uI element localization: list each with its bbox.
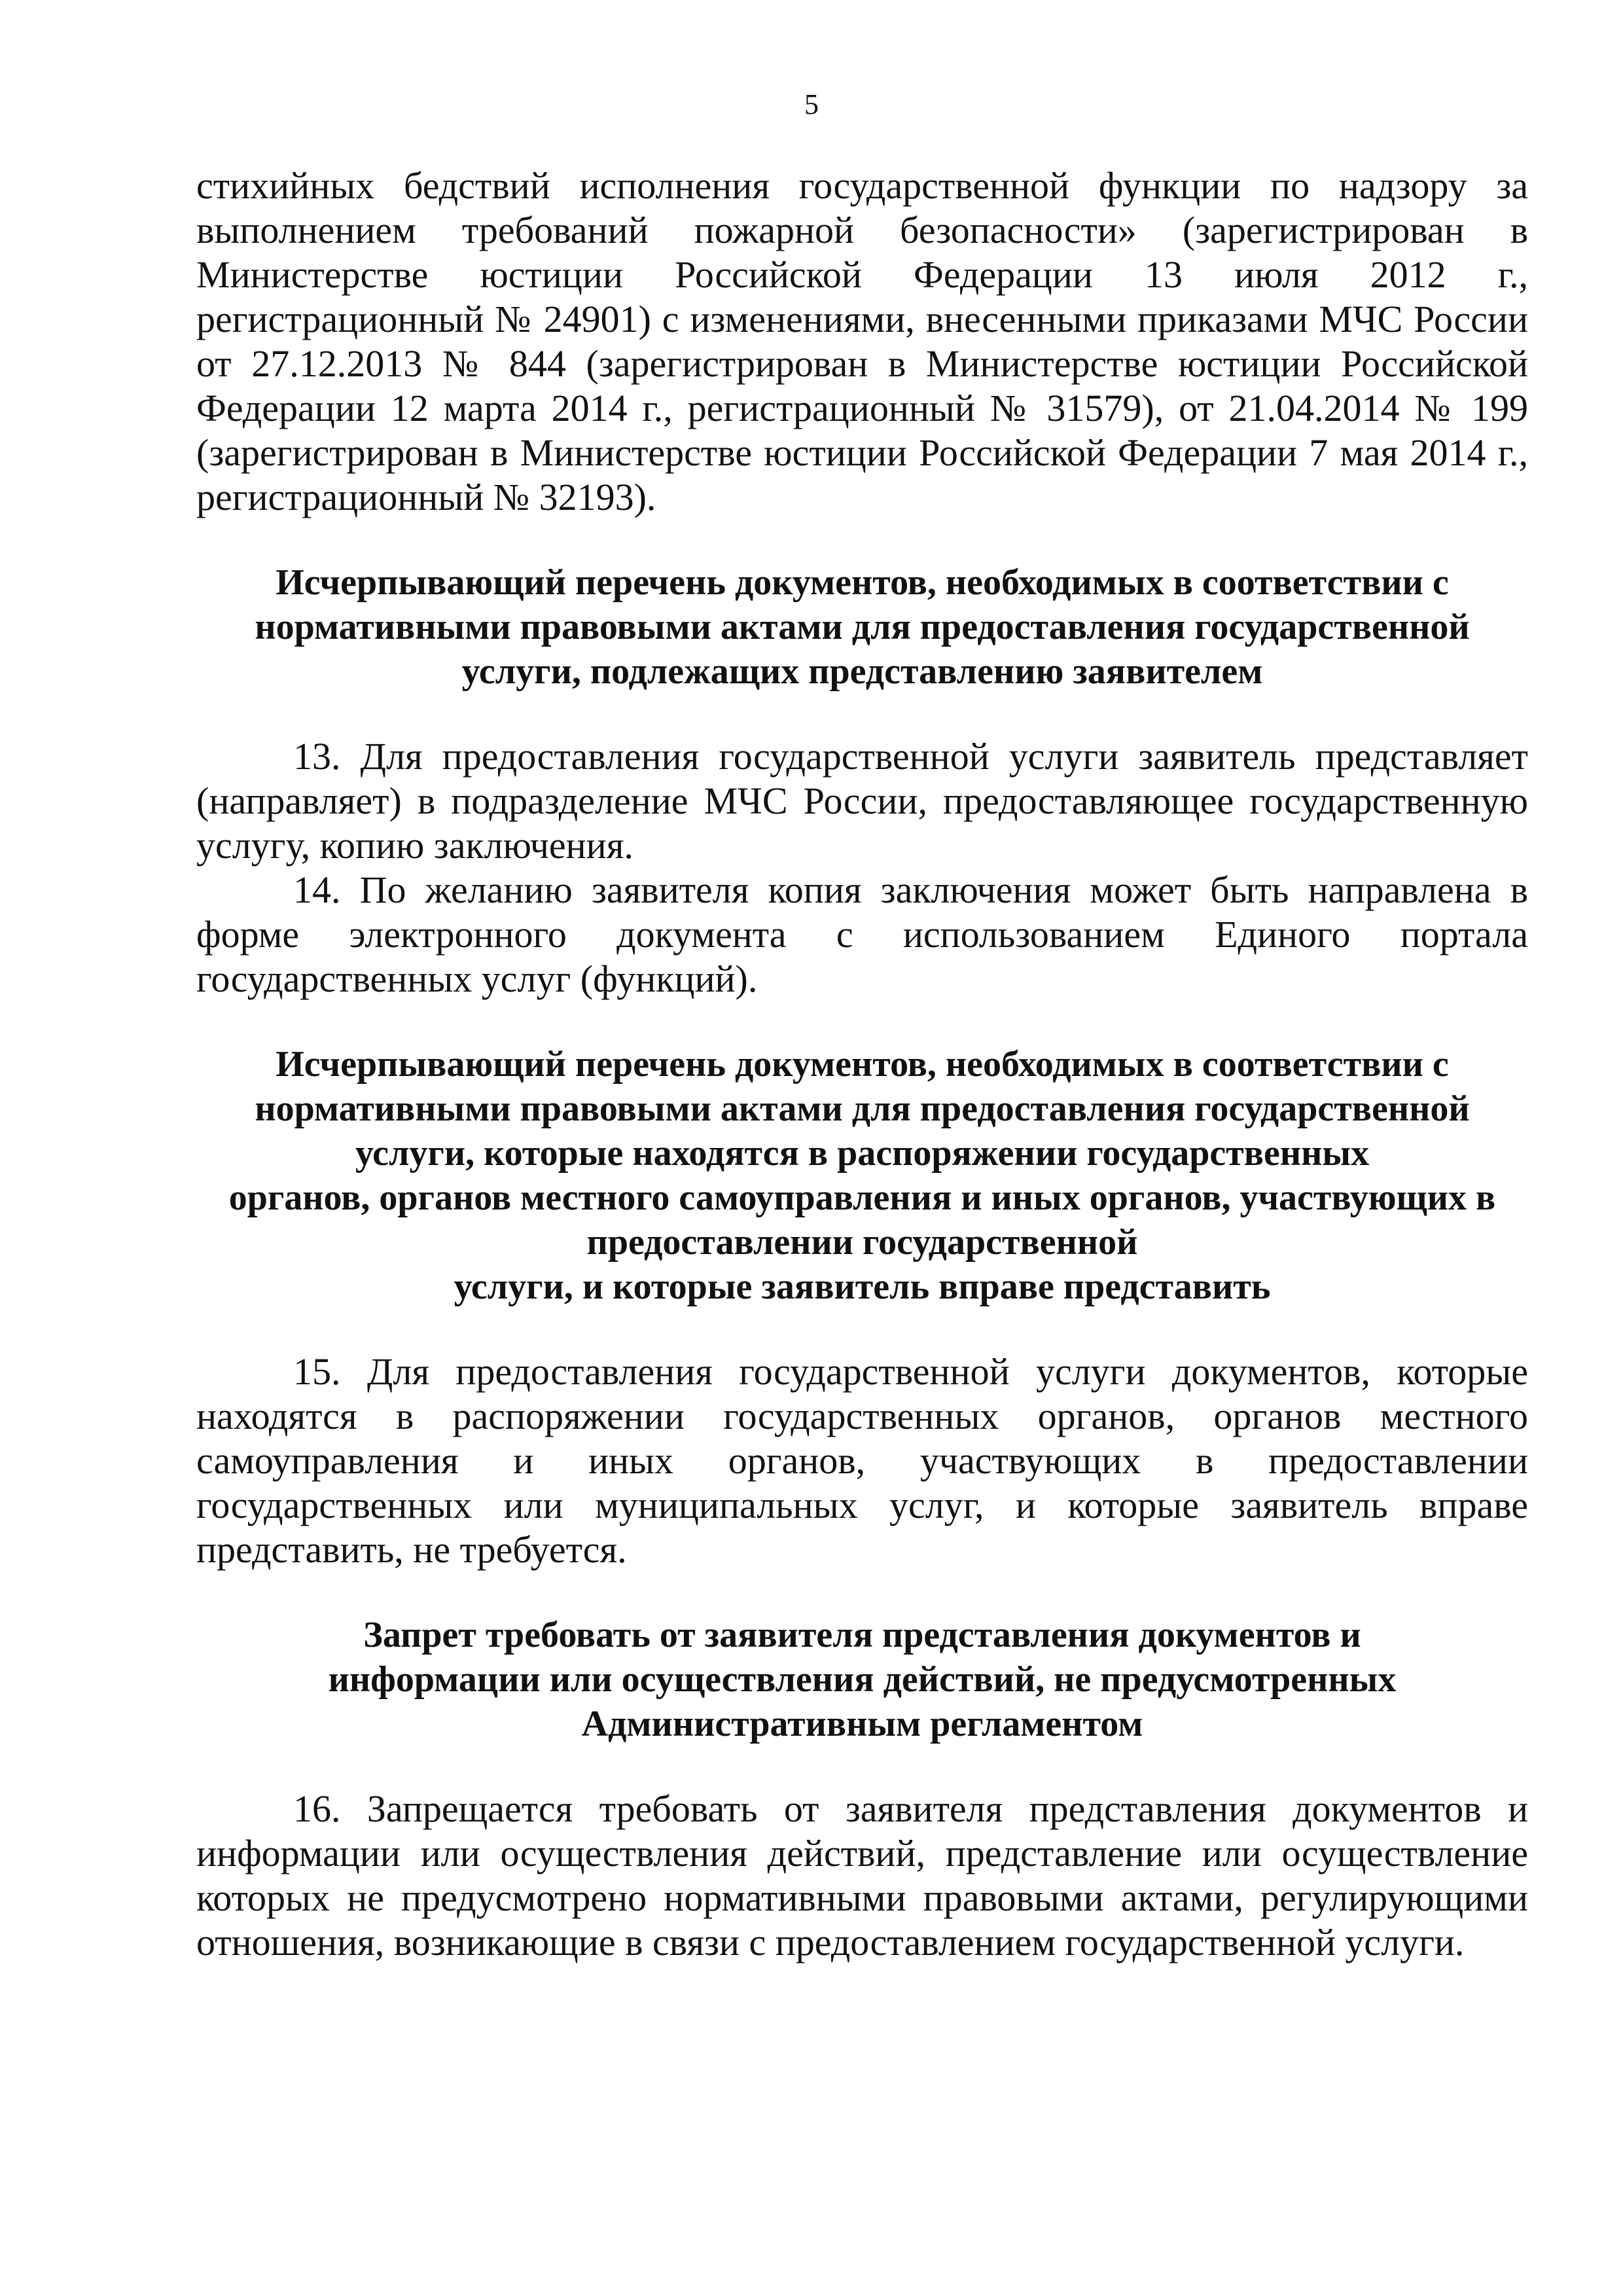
heading-line: нормативными правовыми актами для предоставления государственной [255,1088,1470,1129]
heading-line: информации или осуществления действий, не предусмотренных [328,1659,1397,1700]
heading-line: услуги, подлежащих представлению заявителем [461,651,1263,692]
section-heading-documents-from-agencies [196,1042,1528,1309]
heading-line: предоставлении государственной [586,1222,1138,1263]
paragraph-13: 13. Для предоставления государственной услуги заявитель представляет (направляет) в подразделение МЧС России, предоставляющее государственную услугу, копию заключения. [196,735,1528,867]
heading-line: услуги, которые находятся в распоряжении государственных [355,1133,1370,1174]
paragraph-14: 14. По желанию заявителя копия заключения может быть направлена в форме электронного документа с использованием Единого портала государственных услуг (функций). [196,869,1528,1000]
section-heading-documents-from-applicant [196,560,1528,694]
page-content [196,164,1528,1965]
heading-line: органов, органов местного самоуправления и иных органов, участвующих в [228,1177,1496,1218]
heading-line: Запрет требовать от заявителя представления документов и [363,1615,1361,1655]
heading-line: услуги, и которые заявитель вправе представить [454,1266,1271,1307]
paragraph-continuation: стихийных бедствий исполнения государственной функции по надзору за выполнением требований пожарной безопасности» (зарегистрирован в Министерстве юстиции Российской Федерации 13 июля 2012 г., регистрационный № 24901) с изменениями, внесенными приказами МЧС России от 27.12.2013 № 844 (зарегистрирован в Министерстве юстиции Российской Федерации 12 марта 2014 г., регистрационный № 31579), от 21.04.2014 № 199 (зарегистрирован в Министерстве юстиции Российской Федерации 7 мая 2014 г., регистрационный № 32193). [196,164,1528,518]
heading-line: нормативными правовыми актами для предоставления государственной [255,607,1470,647]
heading-line: Исчерпывающий перечень документов, необходимых в соответствии с [276,562,1449,603]
heading-line: Административным регламентом [581,1704,1143,1744]
paragraph-15: 15. Для предоставления государственной услуги документов, которые находятся в распоряжении государственных органов, органов местного самоуправления и иных органов, участвующих в предоставлении государственных или муниципальных услуг, и которые заявитель вправе представить, не требуется. [196,1350,1528,1571]
paragraph-16: 16. Запрещается требовать от заявителя представления документов и информации или осуществления действий, представление или осуществление которых не предусмотрено нормативными правовыми актами, регулирующими отношения, возникающие в связи с предоставлением государственной услуги. [196,1787,1528,1964]
section-heading-prohibition [196,1613,1528,1746]
page-number: 5 [804,88,819,120]
heading-line: Исчерпывающий перечень документов, необходимых в соответствии с [276,1044,1449,1085]
